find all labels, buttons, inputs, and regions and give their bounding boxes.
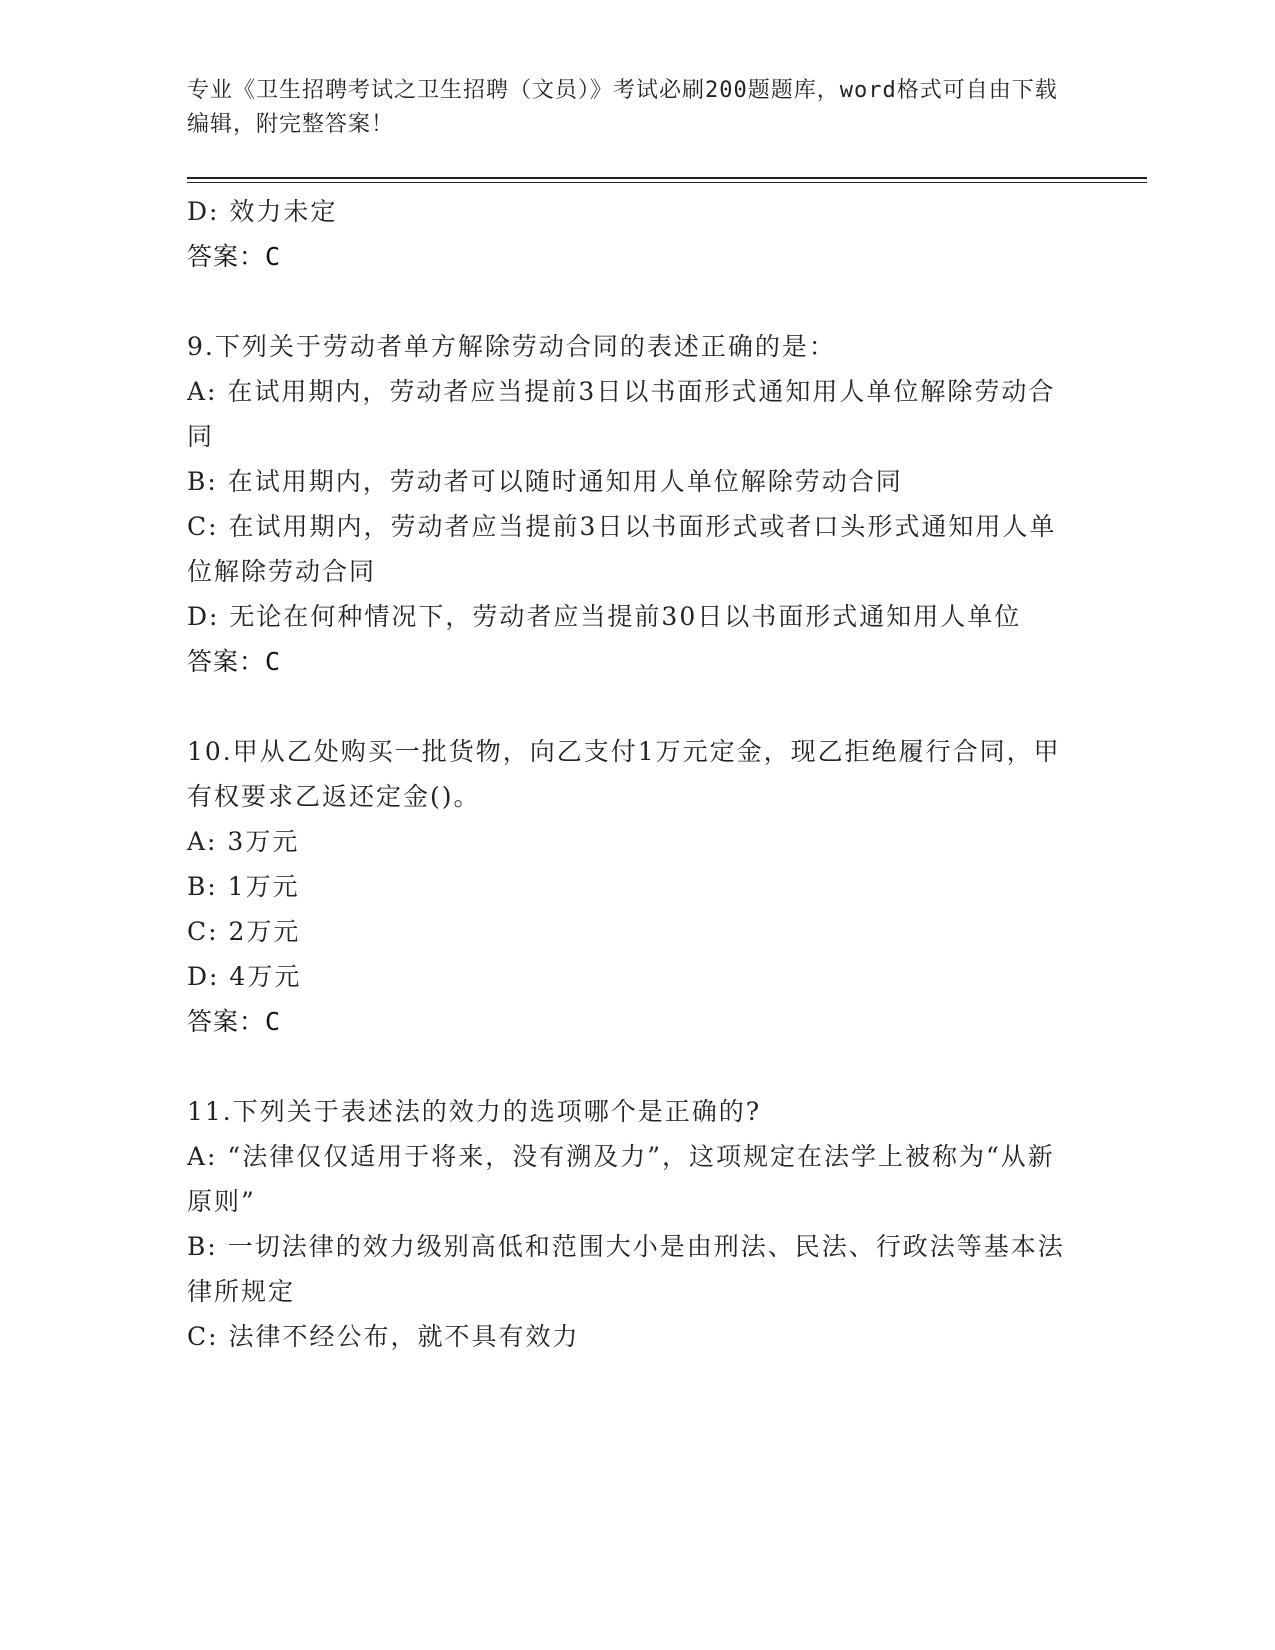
option-a: A: 3万元 bbox=[187, 827, 300, 856]
option-d: D: 效力未定 bbox=[187, 197, 338, 226]
header-divider-thin bbox=[187, 182, 1147, 183]
question-spacer bbox=[187, 1044, 1067, 1089]
question-spacer bbox=[187, 279, 1067, 324]
answer-line: 答案：C bbox=[187, 647, 282, 676]
answer-line: 答案：C bbox=[187, 242, 282, 271]
option-d: D: 无论在何种情况下，劳动者应当提前30日以书面形式通知用人单位 bbox=[187, 602, 1022, 631]
option-c: C: 法律不经公布，就不具有效力 bbox=[187, 1322, 580, 1351]
question-spacer bbox=[187, 684, 1067, 729]
option-b: B: 在试用期内，劳动者可以随时通知用人单位解除劳动合同 bbox=[187, 467, 903, 496]
answer-line: 答案：C bbox=[187, 1007, 282, 1036]
option-b: B: 1万元 bbox=[187, 872, 300, 901]
option-b: B: 一切法律的效力级别高低和范围大小是由刑法、民法、行政法等基本法律所规定 bbox=[187, 1232, 1065, 1306]
header-divider-thick bbox=[187, 177, 1147, 179]
document-header: 专业《卫生招聘考试之卫生招聘（文员）》考试必刷200题题库，word格式可自由下载编辑，附完整答案！ bbox=[187, 78, 1058, 137]
option-c: C: 在试用期内，劳动者应当提前3日以书面形式或者口头形式通知用人单位解除劳动合同 bbox=[187, 512, 1057, 586]
question-content bbox=[187, 189, 1067, 1359]
question-stem: 9.下列关于劳动者单方解除劳动合同的表述正确的是： bbox=[187, 332, 836, 361]
option-c: C: 2万元 bbox=[187, 917, 301, 946]
question-stem: 11.下列关于表述法的效力的选项哪个是正确的? bbox=[187, 1097, 762, 1126]
option-d: D: 4万元 bbox=[187, 962, 302, 991]
option-a: A: 在试用期内，劳动者应当提前3日以书面形式通知用人单位解除劳动合同 bbox=[187, 377, 1056, 451]
option-a: A: “法律仅仅适用于将来，没有溯及力”，这项规定在法学上被称为“从新原则” bbox=[187, 1142, 1055, 1216]
question-stem: 10.甲从乙处购买一批货物，向乙支付1万元定金，现乙拒绝履行合同，甲有权要求乙返还定金()。 bbox=[187, 737, 1061, 811]
